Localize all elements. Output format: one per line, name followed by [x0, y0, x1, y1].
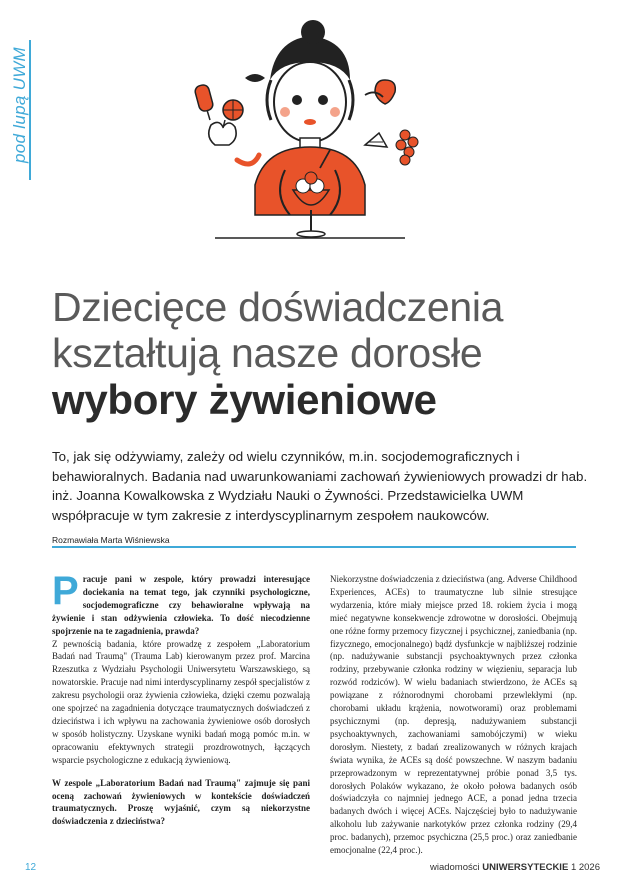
issue-number: 1 2026 [570, 862, 600, 873]
strawberry-icon [375, 80, 395, 104]
question-1 [52, 569, 310, 638]
orange-slice-icon [223, 100, 243, 120]
page-number: 12 [25, 862, 37, 873]
question-1-text: racuje pani w zespole, który prowadzi interesujące dociekania na temat tego, jak czynniki psychologiczne, socjodemograficzne czy behawioralne wpływają na żywienie i stan odżywienia człowieka. To dość niecodzienne spojrzenie na te zagadnienia, prawda? [52, 574, 310, 636]
publication-title [430, 862, 600, 873]
headline-line-2: kształtują nasze dorosłe [52, 330, 483, 376]
headline-line-1: Dziecięce doświadczenia [52, 284, 504, 330]
article-lead: To, jak się odżywiamy, zależy od wielu czynników, m.in. socjodemograficznych i behawioralnych. Badania nad uwarunkowaniami zachowań żywieniowych prowadzi dr hab. inż. Joanna Kowalkowska z Wydziału Nauki o Żywności. Przedstawicielka UWM współpracuje w tym zakresie z interdyscyplinarnym zespołem naukowców. [52, 449, 588, 523]
section-label [3, 40, 37, 180]
grapes-icon [396, 130, 418, 165]
illustration-girl-dessert [185, 10, 425, 260]
drop-cap: P [52, 569, 79, 613]
answer-1: Z pewnością badania, które prowadzę z zespołem „Laboratorium Badań nad Traumą" (Trauma Lab) kierowanym przez prof. Marcina Rzeszutka z Wydziału Psychologii Uniwersytetu Warszawskiego, są nowatorskie. Pracuje nad nimi interdyscyplinarny zespół specjalistów z zakresu psychologii oraz żywienia człowieka, dzięki czemu pozwalają one spojrzeć na zagadnienia dotyczące traumatycznych doświadczeń z dzieciństwa i ich wpływu na zachowania żywieniowe osób dorosłych w sposób holistyczny. Uzyskane wyniki badań mogą pomóc m.in. w opracowaniu efektywnych strategii prozdrowotnych, łączących wsparcie psychologiczne z edukacją żywieniową. [52, 638, 310, 765]
section-rule [29, 40, 31, 180]
publication-name-light: wiadomości [429, 862, 480, 873]
section-label-text: pod lupą UWM [10, 46, 29, 164]
byline: Rozmawiała Marta Wiśniewska [52, 535, 170, 545]
publication-name-bold: UNIWERSYTECKIE [482, 862, 569, 873]
question-2: W zespole „Laboratorium Badań nad Traumą" zajmuje się pani oceną zachowań żywieniowych w kontekście doświadczeń traumatycznych. Proszę wyjaśnić, czym są niekorzystne doświadczenia z dzieciństwa? [52, 777, 310, 827]
flying-fish-icon [245, 74, 265, 82]
fruit-popsicle-icon [194, 84, 214, 120]
chili-pepper-icon [237, 155, 259, 164]
column-left [52, 569, 310, 828]
answer-2: Niekorzystne doświadczenia z dzieciństwa (ang. Adverse Childhood Experiences, ACEs) to traumatyczne lub silnie stresujące wydarzenia, które miały miejsce przed 18. rokiem życia i mogą mieć negatywne konsekwencje zdrowotne w dorosłości. Obejmują one różne formy przemocy fizycznej i psychicznej, zaniedbania (np. fizycznego, emocjonalnego) bądź dysfunkcje w najbliższej rodzinie (np. nadużywanie substancji psychoaktywnych przez członka rodziny, przebywanie członka rodziny w więzieniu, separacja lub rozwód rodziców). W wielu badaniach stwierdzono, że ACEs są powiązane z różnorodnymi chorobami przewlekłymi (np. chorobami układu krążenia, nowotworami) oraz problemami psychicznymi (np. depresją, nadużywaniem substancji psychoaktywnych, zachowaniami samobójczymi) w wieku dorosłym. Niestety, z badań zrealizowanych w różnych krajach świata wynika, że ACEs są dość powszechne. W naszym badaniu przeprowadzonym w reprezentatywnej próbie ponad 3,5 tys. dorosłych Polaków wykazano, że około połowa badanych osób doświadczyła co najmniej jednego ACE, a ponad jedna trzecia badanych dwóch i więcej ACEs. Najczęściej było to nadużywanie alkoholu lub zażywanie narkotyków przez członka rodziny (29,4 proc. badanych), przemoc psychiczna (25,5 proc.) oraz zaniedbanie emocjonalne (22,4 proc.). [330, 574, 577, 856]
headline-line-3: wybory żywieniowe [52, 376, 437, 423]
article-headline [52, 284, 572, 424]
byline-rule [52, 546, 576, 548]
cake-slice-icon [365, 133, 387, 147]
apple-icon [209, 120, 236, 145]
column-right [330, 573, 577, 857]
